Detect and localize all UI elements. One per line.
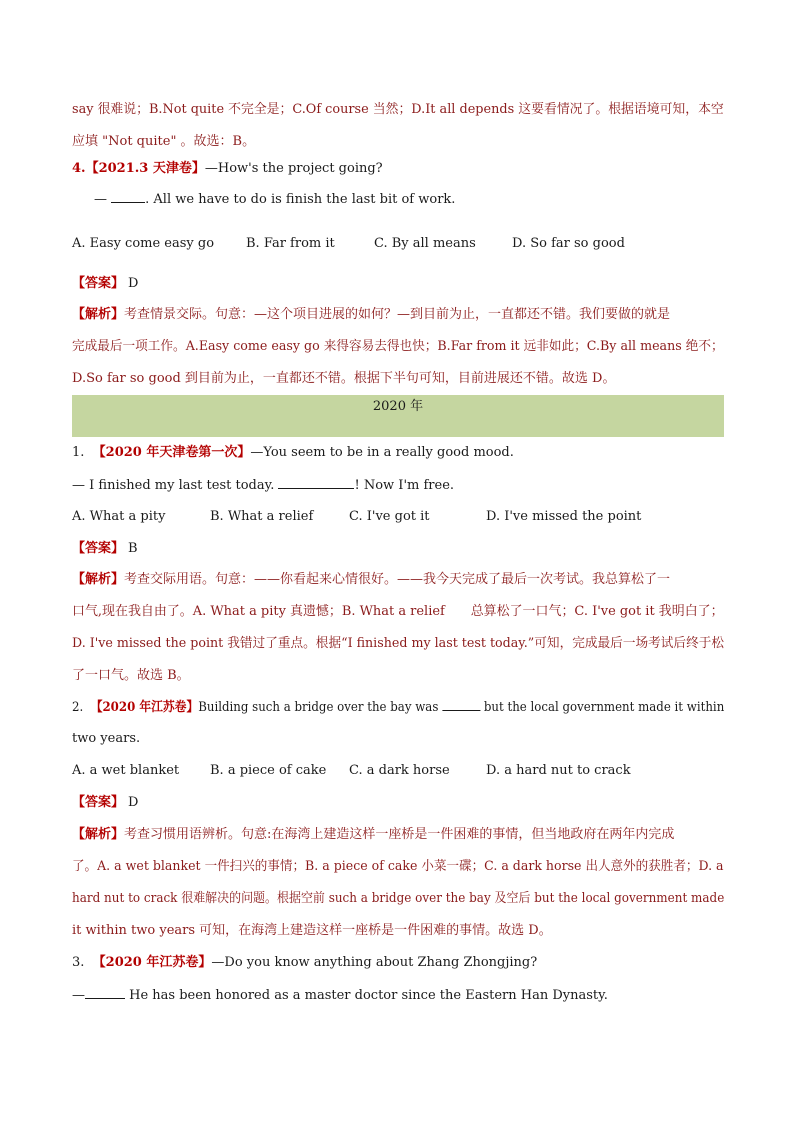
prev-explanation-line-2: 应填 "Not quite" 。故选：B。 [72, 134, 256, 149]
q4-option-c: C. By all means [374, 236, 476, 251]
q4-stem-line [72, 160, 383, 178]
q1-dialog-prefix: — I finished my last test today. [72, 478, 279, 493]
q2-answer [72, 794, 138, 812]
q1-answer-value: B [128, 541, 138, 556]
q3-answer-blank[interactable] [85, 986, 125, 999]
q3-dialog-suffix: He has been honored as a master doctor since the Eastern Han Dynasty. [125, 988, 608, 1003]
q4-dialog-prefix: — [94, 192, 112, 207]
q3-stem: —Do you know anything about Zhang Zhongjing? [211, 955, 538, 970]
q1-explanation-line-4: 了一口气。故选 B。 [72, 668, 190, 683]
q3-dialog-prefix: — [72, 988, 85, 1003]
q4-option-b: B. Far from it [246, 236, 335, 251]
q1-answer-label: 【答案】 [72, 541, 125, 556]
q1-dialog-suffix: ! Now I'm free. [354, 478, 455, 493]
q2-number: 2. [72, 700, 84, 715]
q2-answer-blank[interactable] [442, 698, 480, 711]
q2-answer-value: D [128, 795, 139, 810]
q1-dialog-line [72, 476, 454, 495]
q3-stem-line [72, 954, 537, 972]
q1-explanation-line-1 [72, 571, 670, 589]
q1-stem-line [72, 444, 514, 462]
q1-number: 1. [72, 445, 85, 460]
q4-explanation-line-2: 完成最后一项工作。A.Easy come easy go 来得容易去得也快；B.Far from it 远非如此；C.By all means 绝不； [72, 339, 724, 354]
q1-source-tag: 【2020 年天津卷第一次】 [92, 445, 251, 460]
q1-explanation-line-3: D. I've missed the point 我错过了重点。根据“I finished my last test today.”可知，完成最后一场考试后终于松 [72, 636, 725, 651]
q4-explanation-label: 【解析】 [72, 307, 125, 322]
q4-answer [72, 275, 138, 293]
q1-option-a: A. What a pity [72, 509, 166, 524]
q4-stem: —How's the project going? [204, 161, 383, 176]
q2-explanation-label: 【解析】 [72, 827, 125, 842]
q4-explanation-line-1 [72, 306, 670, 324]
q4-explanation-line-3: D.So far so good 到目前为止，一直都还不错。根据下半句可知，目前进展还不错。故选 D。 [72, 371, 616, 386]
q2-option-c: C. a dark horse [349, 763, 450, 778]
q1-answer-blank[interactable] [278, 476, 354, 489]
q2-explanation-line-4: it within two years 可知，在海湾上建造这样一座桥是一件困难的事情。故选 D。 [72, 923, 552, 938]
q1-option-d: D. I've missed the point [486, 509, 642, 524]
q2-explanation-line-2: 了。A. a wet blanket 一件扫兴的事情；B. a piece of cake 小菜一碟；C. a dark horse 出人意外的获胜者；D. a [72, 859, 724, 874]
q1-explanation-label: 【解析】 [72, 572, 125, 587]
q3-dialog-line [72, 986, 608, 1005]
q2-stem-before: Building such a bridge over the bay was [198, 700, 443, 715]
q1-option-b: B. What a relief [210, 509, 314, 524]
q4-dialog-line [94, 190, 455, 209]
section-header-band [72, 395, 724, 437]
q2-option-d: D. a hard nut to crack [486, 763, 631, 778]
q4-option-a: A. Easy come easy go [72, 236, 215, 251]
q2-stem-after: but the local government made it within [480, 700, 725, 715]
document-page [72, 0, 724, 1123]
q1-option-c: C. I've got it [349, 509, 430, 524]
q1-explanation-text-1: 考查交际用语。句意：——你看起来心情很好。——我今天完成了最后一次考试。我总算松了一 [124, 572, 671, 587]
q4-answer-label: 【答案】 [72, 276, 125, 291]
q2-explanation-line-3: hard nut to crack 很难解决的问题。根据空前 such a bridge over the bay 及空后 but the local government made [72, 891, 725, 906]
q2-stem-line [72, 698, 724, 717]
q2-option-a: A. a wet blanket [72, 763, 180, 778]
q2-answer-label: 【答案】 [72, 795, 125, 810]
q1-stem: —You seem to be in a really good mood. [250, 445, 514, 460]
q4-answer-blank[interactable] [111, 190, 145, 203]
q2-explanation-line-1 [72, 826, 674, 844]
q2-source-tag: 【2020 年江苏卷】 [90, 700, 199, 715]
q2-stem-line-2: two years. [72, 731, 141, 746]
q4-source-tag: 【2021.3 天津卷】 [85, 161, 205, 176]
q4-number: 4. [72, 161, 86, 176]
q4-dialog-suffix: . All we have to do is finish the last bit of work. [145, 192, 456, 207]
q4-explanation-text-1: 考查情景交际。句意：—这个项目进展的如何？—到目前为止，一直都还不错。我们要做的就是 [124, 307, 671, 322]
q3-number: 3. [72, 955, 85, 970]
section-title: 2020 年 [372, 399, 424, 414]
q2-option-b: B. a piece of cake [210, 763, 327, 778]
q4-answer-value: D [128, 276, 139, 291]
prev-explanation-line-1: say 很难说；B.Not quite 不完全是；C.Of course 当然；D.It all depends 这要看情况了。根据语境可知，本空 [72, 102, 724, 117]
q1-answer [72, 540, 138, 558]
q2-explanation-text-1: 考查习惯用语辨析。句意:在海湾上建造这样一座桥是一件困难的事情，但当地政府在两年内完成 [124, 827, 675, 842]
q4-option-d: D. So far so good [512, 236, 625, 251]
q1-explanation-line-2: 口气,现在我自由了。A. What a pity 真遗憾；B. What a relief 总算松了一口气；C. I've got it 我明白了； [72, 604, 724, 619]
q3-source-tag: 【2020 年江苏卷】 [92, 955, 212, 970]
